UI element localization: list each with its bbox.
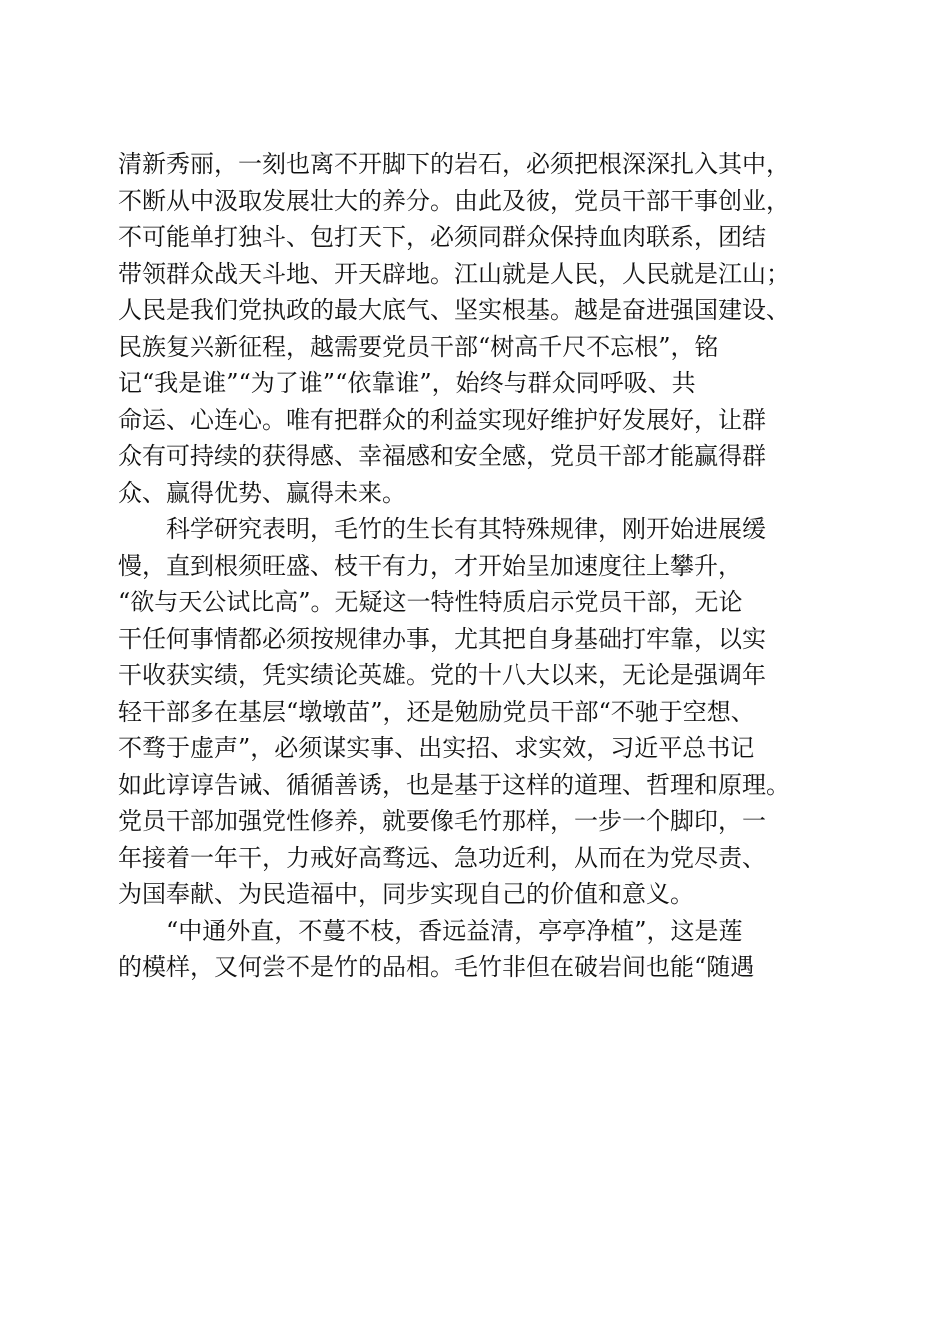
text-line: 慢，直到根须旺盛、枝干有力，才开始呈加速度往上攀升， [118,551,742,580]
text-line: 不可能单打独斗、包打天下，必须同群众保持血肉联系，团结 [118,223,766,251]
text-line: 的模样，又何尝不是竹的品相。毛竹非但在破岩间也能“随遇 [118,953,755,981]
text-line: 清新秀丽，一刻也离不开脚下的岩石，必须把根深深扎入其中， [118,150,790,178]
text-line: 民族复兴新征程，越需要党员干部“树高千尺不忘根”，铭 [118,332,719,361]
text-line: 带领群众战天斗地、开天辟地。江山就是人民，人民就是江山； [118,259,790,288]
text-line: 众有可持续的获得感、幸福感和安全感，党员干部才能赢得群 [118,442,766,470]
text-line: 命运、心连心。唯有把群众的利益实现好维护好发展好，让群 [118,405,766,434]
text-line: 干收获实绩，凭实绩论英雄。党的十八大以来，无论是强调年 [118,661,766,689]
text-line: 年接着一年干，力戒好高骛远、急功近利，从而在为党尽责、 [118,843,766,872]
text-line: 不断从中汲取发展壮大的养分。由此及彼，党员干部干事创业， [118,186,790,215]
text-line: 众、赢得优势、赢得未来。 [118,478,406,507]
text-line: “欲与天公试比高”。无疑这一特性特质启示党员干部，无论 [118,588,743,616]
text-line: 人民是我们党执政的最大底气、坚实根基。越是奋进强国建设、 [118,296,790,324]
text-line: 不骛于虚声”，必须谋实事、出实招、求实效，习近平总书记 [118,734,755,762]
text-line: 干任何事情都必须按规律办事，尤其把自身基础打牢靠，以实 [118,624,766,653]
text-line: 为国奉献、为民造福中，同步实现自己的价值和意义。 [118,880,694,908]
text-line: 党员干部加强党性修养，就要像毛竹那样，一步一个脚印，一 [118,807,766,835]
body-text [118,146,838,986]
text-line: 如此谆谆告诫、循循善诱，也是基于这样的道理、哲理和原理。 [118,770,790,799]
text-line: 记“我是谁”“为了谁”“依靠谁”，始终与群众同呼吸、共 [118,369,696,397]
text-line: 轻干部多在基层“墩墩苗”，还是勉励党员干部“不驰于空想、 [118,697,755,726]
text-line: 科学研究表明，毛竹的生长有其特殊规律，刚开始进展缓 [118,515,766,543]
text-line: “中通外直，不蔓不枝，香远益清，亭亭净植”，这是莲 [118,916,743,945]
